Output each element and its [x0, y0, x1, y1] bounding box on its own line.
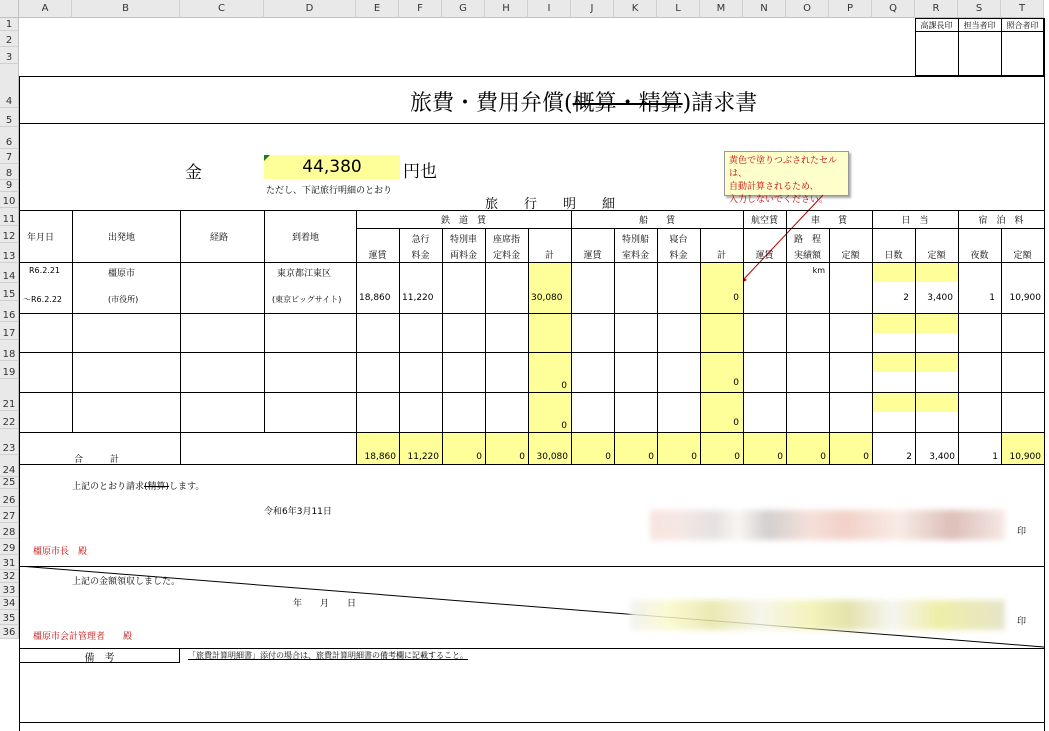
row-header-28[interactable]: 28	[0, 523, 19, 539]
row-header-6[interactable]: 6	[0, 127, 19, 149]
grid-line	[1001, 228, 1002, 464]
row-header-10[interactable]: 10	[0, 192, 19, 208]
receipt-text: 上記の金額領収しました。	[72, 577, 181, 587]
row-header-19[interactable]: 19	[0, 361, 19, 379]
stamp-label-kacho: 高課長印	[920, 21, 953, 30]
grid-line	[700, 228, 701, 464]
hdr-stay: 宿 泊 料	[978, 216, 1024, 226]
trip-to-sub[interactable]: (東京ビッグサイト)	[272, 295, 342, 304]
row-header-31[interactable]: 31	[0, 555, 19, 570]
hdr-car: 車 賃	[810, 216, 847, 226]
grid-line	[19, 352, 1044, 353]
claim-date[interactable]: 令和6年3月11日	[264, 507, 332, 517]
amount-kin-label: 金	[185, 163, 202, 183]
trip-yasu[interactable]: 1	[989, 293, 995, 303]
row-header-8[interactable]: 8	[0, 164, 19, 180]
column-header-K[interactable]: K	[614, 0, 657, 18]
hdr-tokubetsu-2: 両料金	[449, 251, 477, 261]
detail-title: 旅 行 明 細	[485, 197, 616, 212]
total-value-7: 0	[691, 452, 697, 462]
row-header-23[interactable]: 23	[0, 429, 19, 455]
grid-line	[442, 228, 443, 464]
title-divider	[19, 123, 1044, 124]
grid-line	[657, 228, 658, 464]
total-value-5: 0	[605, 452, 611, 462]
trip-date-start[interactable]: R6.2.21	[29, 266, 61, 275]
auto-calc-cell[interactable]	[528, 262, 571, 432]
receipt-addressee: 橿原市会計管理者 殿	[33, 632, 133, 642]
hdr-yasu: 夜数	[970, 251, 989, 261]
redacted-claimant	[650, 510, 1005, 540]
hdr-funachin: 運賃	[583, 251, 602, 261]
grid-line	[264, 210, 265, 432]
trip-daily: 3,400	[927, 293, 953, 303]
column-header-E[interactable]: E	[356, 0, 399, 18]
hdr-daily-teigaku: 定額	[927, 251, 946, 261]
grid-line	[72, 210, 73, 432]
page-title	[410, 86, 757, 117]
row-header-13[interactable]: 13	[0, 243, 19, 263]
claim-text-1: 上記のとおり請求	[72, 482, 145, 492]
grid-line	[19, 432, 1044, 433]
trip-from-sub[interactable]: (市役所)	[108, 295, 139, 304]
column-header-N[interactable]: N	[743, 0, 786, 18]
grid-line	[19, 392, 1044, 393]
trip-rail-kyuko[interactable]: 11,220	[402, 293, 434, 303]
hdr-ship-kei: 計	[716, 251, 726, 261]
amount-unit: 円也	[403, 162, 437, 182]
column-header-G[interactable]: G	[442, 0, 485, 18]
row-header-15[interactable]: 15	[0, 283, 19, 301]
frame-bottom	[19, 722, 1044, 723]
row-header-18[interactable]: 18	[0, 340, 19, 361]
stamp-divider	[915, 31, 1044, 32]
stamp-label-tanto: 担当者印	[963, 21, 996, 30]
row-header-27[interactable]: 27	[0, 507, 19, 523]
grid-line	[19, 210, 1044, 211]
column-header-A[interactable]: A	[19, 0, 72, 18]
row-header-4[interactable]: 4	[0, 64, 19, 108]
hdr-nissu: 日数	[884, 251, 903, 261]
hdr-zaseki-1: 座席指	[492, 235, 520, 245]
total-value-2: 0	[476, 452, 482, 462]
grid-line	[485, 228, 486, 464]
total-value-15: 10,900	[1009, 452, 1041, 462]
hdr-tokusen-2: 室料金	[621, 251, 649, 261]
trip-rail-kei: 30,080	[531, 293, 563, 303]
trip-nissu[interactable]: 2	[903, 293, 909, 303]
hdr-ship: 船 賃	[638, 216, 675, 226]
row-header-24[interactable]: 24	[0, 455, 19, 477]
select-all-corner[interactable]	[0, 0, 19, 18]
hdr-rail-kei: 計	[544, 251, 554, 261]
row2-rail-kei: 0	[561, 381, 567, 391]
total-value-4: 30,080	[536, 452, 568, 462]
claim-text-2: します。	[169, 482, 205, 492]
grid-line	[180, 210, 181, 432]
hdr-tokusen-1: 特別船	[621, 235, 649, 245]
title-part-2: 費用弁償(	[476, 91, 573, 116]
total-value-12: 2	[906, 452, 912, 462]
total-value-0: 18,860	[364, 452, 396, 462]
hdr-route: 経路	[210, 233, 229, 243]
claim-text	[72, 479, 204, 492]
redacted-receiver	[630, 600, 1005, 630]
row-header-26[interactable]: 26	[0, 489, 19, 507]
trip-from[interactable]: 橿原市	[108, 269, 136, 279]
column-header-F[interactable]: F	[399, 0, 442, 18]
totals-label: 合 計	[74, 455, 120, 465]
column-header-D[interactable]: D	[264, 0, 356, 18]
row-header-21[interactable]: 21	[0, 379, 19, 411]
column-header-Q[interactable]: Q	[872, 0, 915, 18]
row-header-14[interactable]: 14	[0, 263, 19, 283]
grid-line	[19, 464, 1044, 465]
title-part-3: 概算・精算	[572, 91, 683, 116]
receipt-seal: 印	[1017, 617, 1027, 627]
row-header-16[interactable]: 16	[0, 301, 19, 322]
hdr-air: 航空賃	[750, 216, 778, 226]
column-header-C[interactable]: C	[180, 0, 264, 18]
hdr-shindai-1: 寝台	[669, 235, 688, 245]
total-value-11: 0	[863, 452, 869, 462]
claim-seal: 印	[1017, 527, 1027, 537]
trip-date-end[interactable]: ～R6.2.22	[23, 295, 63, 304]
auto-calc-cell[interactable]	[700, 262, 743, 432]
total-value-10: 0	[820, 452, 826, 462]
column-header-S[interactable]: S	[958, 0, 1001, 18]
grid-line	[614, 228, 615, 464]
column-header-P[interactable]: P	[829, 0, 872, 18]
trip-to[interactable]: 東京都江東区	[277, 269, 332, 279]
row-header-29[interactable]: 29	[0, 539, 19, 555]
grid-line	[829, 228, 830, 464]
frame-top	[19, 76, 1044, 77]
total-value-1: 11,220	[407, 452, 439, 462]
grid-line	[19, 313, 1044, 314]
remarks-label: 備 考	[84, 653, 115, 664]
row-header-7[interactable]: 7	[0, 149, 19, 164]
hdr-kyuko-2: 料金	[411, 251, 430, 261]
column-header-B[interactable]: B	[72, 0, 180, 18]
trip-ship-kei: 0	[733, 293, 739, 303]
row-header-5[interactable]: 5	[0, 108, 19, 127]
hdr-rail: 鉄 道 賃	[440, 216, 486, 226]
column-header-L[interactable]: L	[657, 0, 700, 18]
hdr-michi-1: 路 程	[793, 235, 821, 245]
hdr-michi-2: 実績額	[793, 251, 821, 261]
row-header-1[interactable]: 1	[0, 18, 19, 31]
total-value-8: 0	[734, 452, 740, 462]
grid-line	[399, 228, 400, 464]
stamp-label-shogo: 照合者印	[1006, 21, 1039, 30]
hdr-to: 到着地	[292, 233, 320, 243]
row-header-33[interactable]: 33	[0, 583, 19, 597]
row3-rail-kei: 0	[561, 421, 567, 431]
column-header-R[interactable]: R	[915, 0, 958, 18]
hdr-stay-teigaku: 定額	[1013, 251, 1032, 261]
row-header-25[interactable]: 25	[0, 477, 19, 489]
trip-stay[interactable]: 10,900	[1009, 293, 1041, 303]
total-value-3: 0	[519, 452, 525, 462]
column-header-T[interactable]: T	[1001, 0, 1044, 18]
grid-line	[19, 262, 1044, 263]
claim-text-strike: (精算)	[144, 482, 170, 492]
column-header-I[interactable]: I	[528, 0, 571, 18]
row-header-36[interactable]: 36	[0, 625, 19, 639]
total-value-6: 0	[648, 452, 654, 462]
hdr-daily: 日 当	[901, 216, 929, 226]
hdr-from: 出発地	[108, 233, 136, 243]
hdr-shindai-2: 料金	[669, 251, 688, 261]
total-value-9: 0	[777, 452, 783, 462]
comment-line-3: 入力しないでください。	[729, 195, 829, 205]
amount-note: ただし、下記旅行明細のとおり	[266, 186, 393, 196]
column-header-J[interactable]: J	[571, 0, 614, 18]
grid-line	[915, 228, 916, 464]
row-header-3[interactable]: 3	[0, 47, 19, 64]
trip-km-unit: km	[812, 266, 825, 275]
hdr-air-unchin: 運賃	[755, 251, 774, 261]
comment-line-2: 自動計算されるため、	[729, 182, 819, 192]
title-part-1: 旅費・	[410, 91, 477, 116]
total-value-14: 1	[992, 452, 998, 462]
row2-ship-kei: 0	[733, 378, 739, 388]
row-header-35[interactable]: 35	[0, 610, 19, 625]
hdr-date: 年月日	[27, 233, 55, 243]
row-header-11[interactable]: 11	[0, 208, 19, 226]
row-header-9[interactable]: 9	[0, 180, 19, 192]
receipt-date[interactable]: 年 月 日	[293, 599, 357, 609]
row3-ship-kei: 0	[733, 418, 739, 428]
comment-line-1: 黄色で塗りつぶされたセルは、	[729, 156, 838, 179]
row-header-34[interactable]: 34	[0, 597, 19, 610]
row-header-32[interactable]: 32	[0, 570, 19, 583]
hdr-car-teigaku: 定額	[841, 251, 860, 261]
row-header-2[interactable]: 2	[0, 31, 19, 47]
remarks-text[interactable]: 「旅費計算明細書」添付の場合は、旅費計算明細書の備考欄に記載すること。	[188, 651, 468, 660]
hdr-tokubetsu-1: 特別車	[449, 235, 477, 245]
column-header-H[interactable]: H	[485, 0, 528, 18]
hdr-kyuko-1: 急行	[411, 235, 430, 245]
title-part-4: )請求書	[682, 91, 758, 116]
column-header-O[interactable]: O	[786, 0, 829, 18]
amount-value: 44,380	[302, 157, 362, 177]
hdr-unchin: 運賃	[368, 251, 387, 261]
grid-line	[180, 432, 181, 464]
total-value-13: 3,400	[929, 452, 955, 462]
row-header-22[interactable]: 22	[0, 411, 19, 429]
claim-addressee: 橿原市長 殿	[33, 547, 88, 557]
column-header-M[interactable]: M	[700, 0, 743, 18]
row-header-17[interactable]: 17	[0, 322, 19, 340]
hdr-zaseki-2: 定料金	[492, 251, 520, 261]
row-header-12[interactable]: 12	[0, 226, 19, 243]
trip-rail-unchin[interactable]: 18,860	[359, 293, 391, 303]
